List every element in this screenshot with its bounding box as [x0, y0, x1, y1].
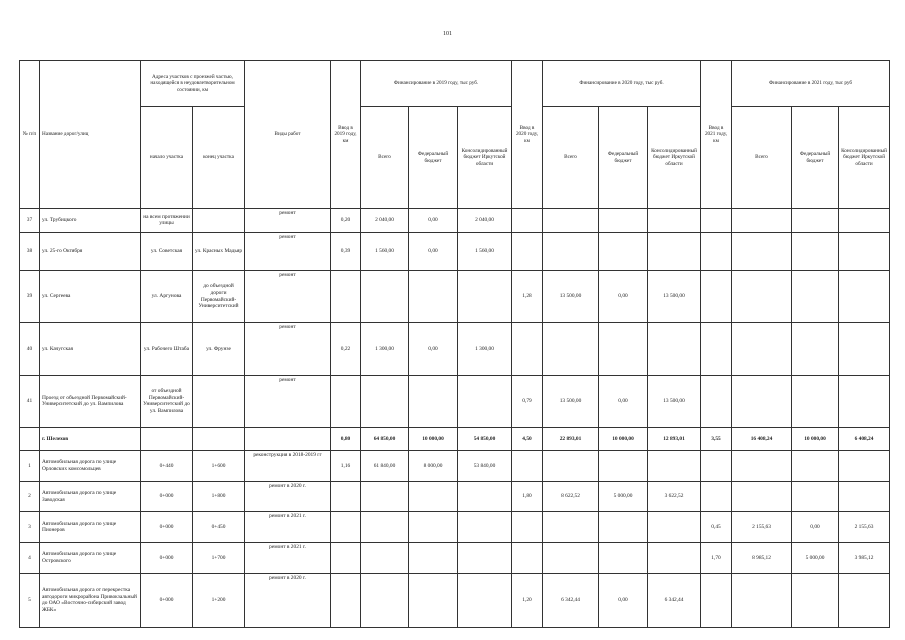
cell-f19 — [409, 375, 458, 427]
cell-in20 — [512, 451, 543, 482]
cell-in21 — [701, 271, 732, 323]
cell-work: ремонт — [245, 271, 331, 323]
cell-r20: 12 893,01 — [648, 427, 701, 450]
header-address-group: Адреса участков с проезжей частью, находящейся в неудовлетворительном состоянии, км — [141, 61, 245, 107]
cell-in19 — [331, 543, 361, 573]
cell-r19 — [458, 271, 512, 323]
cell-t19 — [361, 512, 409, 543]
table-row — [20, 427, 890, 450]
cell-in19 — [331, 482, 361, 512]
cell-t19 — [361, 271, 409, 323]
cell-r19: 53 840,00 — [458, 451, 512, 482]
cell-start: ул. Советская — [141, 232, 193, 270]
cell-f19: 0,00 — [409, 323, 458, 375]
cell-work: ремонт в 2021 г. — [245, 543, 331, 573]
cell-f20: 0,00 — [599, 375, 648, 427]
cell-num — [20, 427, 40, 450]
header-name: Название дорог/улиц — [40, 61, 141, 209]
cell-r20 — [648, 543, 701, 573]
cell-r19: 1 300,00 — [458, 323, 512, 375]
table-row — [20, 482, 890, 512]
cell-in21 — [701, 482, 732, 512]
cell-f20 — [599, 208, 648, 232]
header-total-2020: Всего — [543, 107, 599, 209]
cell-name: Автомобильная дорога по улице Заводская — [40, 482, 141, 512]
cell-f20: 5 000,00 — [599, 482, 648, 512]
cell-r19 — [458, 573, 512, 627]
cell-r20 — [648, 232, 701, 270]
table-row — [20, 543, 890, 573]
cell-end: до объездной дороги Первомайский-Университетский — [193, 271, 245, 323]
header-fin-2019: Финансирование в 2019 году, тыс руб. — [361, 61, 512, 107]
cell-t21: 16 408,24 — [732, 427, 792, 450]
header-input-2021: Ввод в 2021 году, км — [701, 61, 732, 209]
cell-f20: 0,00 — [599, 271, 648, 323]
cell-in20 — [512, 232, 543, 270]
table-row — [20, 208, 890, 232]
table-row — [20, 323, 890, 375]
cell-t19 — [361, 375, 409, 427]
cell-f19 — [409, 271, 458, 323]
cell-f19: 0,00 — [409, 232, 458, 270]
cell-r20: 6 342,44 — [648, 573, 701, 627]
cell-work: ремонт в 2020 г. — [245, 573, 331, 627]
cell-t21 — [732, 208, 792, 232]
cell-start: 0+000 — [141, 482, 193, 512]
cell-start: на всем протяжении улицы — [141, 208, 193, 232]
cell-r19 — [458, 512, 512, 543]
cell-name: г. Шелехов — [40, 427, 141, 450]
cell-in20: 1,20 — [512, 573, 543, 627]
cell-in21 — [701, 451, 732, 482]
cell-end: 0+450 — [193, 512, 245, 543]
cell-in20: 4,50 — [512, 427, 543, 450]
cell-r21 — [839, 375, 890, 427]
cell-f20 — [599, 543, 648, 573]
cell-r21 — [839, 232, 890, 270]
table-row — [20, 451, 890, 482]
cell-r21 — [839, 208, 890, 232]
cell-num: 37 — [20, 208, 40, 232]
cell-t19: 1 560,00 — [361, 232, 409, 270]
cell-t20 — [543, 543, 599, 573]
cell-name: ул. Сергеева — [40, 271, 141, 323]
cell-f20 — [599, 232, 648, 270]
cell-r19: 1 560,00 — [458, 232, 512, 270]
cell-in19: 0,80 — [331, 427, 361, 450]
cell-in21 — [701, 232, 732, 270]
header-federal-2021: Федеральный бюджет — [792, 107, 839, 209]
cell-start: ул. Аргунова — [141, 271, 193, 323]
cell-num: 1 — [20, 451, 40, 482]
cell-r19: 2 040,00 — [458, 208, 512, 232]
header-federal-2019: Федеральный бюджет — [409, 107, 458, 209]
cell-name: ул. Качугская — [40, 323, 141, 375]
cell-t20: 13 500,00 — [543, 375, 599, 427]
cell-in21 — [701, 208, 732, 232]
cell-t19 — [361, 573, 409, 627]
cell-start: от объездной Первомайский-Университетский до ул. Вампилова — [141, 375, 193, 427]
cell-r21 — [839, 482, 890, 512]
cell-in20 — [512, 512, 543, 543]
cell-f21 — [792, 451, 839, 482]
cell-name: ул. Трубицкого — [40, 208, 141, 232]
cell-name: Автомобильная дорога по улице Островского — [40, 543, 141, 573]
table-row — [20, 271, 890, 323]
cell-r20 — [648, 323, 701, 375]
header-end: конец участка — [193, 107, 245, 209]
cell-t21 — [732, 323, 792, 375]
cell-f20 — [599, 512, 648, 543]
cell-end: ул. Красных Мадьяр — [193, 232, 245, 270]
cell-r19 — [458, 375, 512, 427]
cell-in20 — [512, 543, 543, 573]
header-regional-2019: Консолидированный бюджет Иркутской области — [458, 107, 512, 209]
cell-t21: 2 155,63 — [732, 512, 792, 543]
cell-in20 — [512, 208, 543, 232]
cell-r19 — [458, 482, 512, 512]
header-federal-2020: Федеральный бюджет — [599, 107, 648, 209]
cell-t19: 2 040,00 — [361, 208, 409, 232]
cell-end: 1+700 — [193, 543, 245, 573]
cell-end — [193, 375, 245, 427]
header-start: начало участка — [141, 107, 193, 209]
cell-r20 — [648, 451, 701, 482]
cell-t19: 64 850,00 — [361, 427, 409, 450]
cell-in19 — [331, 375, 361, 427]
page-number: 101 — [443, 31, 452, 37]
cell-num: 41 — [20, 375, 40, 427]
cell-in20 — [512, 323, 543, 375]
cell-f21 — [792, 573, 839, 627]
cell-f21 — [792, 482, 839, 512]
cell-name: ул. 25-го Октября — [40, 232, 141, 270]
cell-name: Автомобильная дорога по улице Орловских комсомольцев — [40, 451, 141, 482]
header-input-2020: Ввод в 2020 году, км — [512, 61, 543, 209]
cell-r21: 3 985,12 — [839, 543, 890, 573]
cell-in21 — [701, 375, 732, 427]
cell-f21 — [792, 323, 839, 375]
cell-work: реконструкция в 2018-2019 гг — [245, 451, 331, 482]
cell-f19 — [409, 573, 458, 627]
cell-r20 — [648, 512, 701, 543]
cell-r21 — [839, 271, 890, 323]
cell-f21: 5 000,00 — [792, 543, 839, 573]
cell-end: ул. Фрунзе — [193, 323, 245, 375]
header-total-2019: Всего — [361, 107, 409, 209]
cell-t21 — [732, 271, 792, 323]
cell-end — [193, 427, 245, 450]
cell-f21: 0,00 — [792, 512, 839, 543]
cell-t20 — [543, 451, 599, 482]
cell-r20: 3 622,52 — [648, 482, 701, 512]
cell-end — [193, 208, 245, 232]
cell-t19 — [361, 482, 409, 512]
cell-start: 0+000 — [141, 512, 193, 543]
cell-r21: 2 155,63 — [839, 512, 890, 543]
cell-in19: 0,39 — [331, 232, 361, 270]
cell-r21 — [839, 451, 890, 482]
cell-work: ремонт — [245, 232, 331, 270]
cell-t21: 8 985,12 — [732, 543, 792, 573]
cell-in21: 3,55 — [701, 427, 732, 450]
cell-t20 — [543, 512, 599, 543]
cell-f21: 10 000,00 — [792, 427, 839, 450]
cell-t20 — [543, 232, 599, 270]
header-work: Виды работ — [245, 61, 331, 209]
cell-t21 — [732, 573, 792, 627]
cell-in21 — [701, 573, 732, 627]
cell-in21 — [701, 323, 732, 375]
cell-f21 — [792, 375, 839, 427]
cell-work: ремонт — [245, 323, 331, 375]
cell-work: ремонт в 2021 г. — [245, 512, 331, 543]
cell-t20: 13 500,00 — [543, 271, 599, 323]
header-fin-2021: Финансирование в 2021 году, тыс руб — [732, 61, 890, 107]
cell-in19 — [331, 573, 361, 627]
cell-t21 — [732, 451, 792, 482]
header-input-2019: Ввод в 2019 году, км — [331, 61, 361, 209]
cell-t20 — [543, 323, 599, 375]
table-row — [20, 573, 890, 627]
cell-f19 — [409, 512, 458, 543]
cell-start — [141, 427, 193, 450]
cell-start: 0+440 — [141, 451, 193, 482]
table-body — [20, 208, 890, 627]
cell-r19 — [458, 543, 512, 573]
cell-in20: 1,80 — [512, 482, 543, 512]
table-header — [20, 61, 890, 209]
cell-t19: 61 840,00 — [361, 451, 409, 482]
cell-work: ремонт — [245, 208, 331, 232]
cell-end: 1+800 — [193, 482, 245, 512]
cell-t19: 1 300,00 — [361, 323, 409, 375]
cell-end: 1+600 — [193, 451, 245, 482]
cell-in21: 0,45 — [701, 512, 732, 543]
cell-t21 — [732, 482, 792, 512]
cell-f21 — [792, 208, 839, 232]
cell-f19: 10 000,00 — [409, 427, 458, 450]
cell-f19: 0,00 — [409, 208, 458, 232]
cell-f21 — [792, 232, 839, 270]
cell-in20: 1,28 — [512, 271, 543, 323]
cell-t20 — [543, 208, 599, 232]
cell-r20: 13 500,00 — [648, 271, 701, 323]
cell-f20: 0,00 — [599, 573, 648, 627]
cell-work: ремонт — [245, 375, 331, 427]
cell-t21 — [732, 232, 792, 270]
cell-in20: 0,79 — [512, 375, 543, 427]
cell-work: ремонт в 2020 г. — [245, 482, 331, 512]
cell-in21: 1,70 — [701, 543, 732, 573]
cell-start: ул. Рабочего Штаба — [141, 323, 193, 375]
table-row — [20, 232, 890, 270]
cell-in19 — [331, 512, 361, 543]
header-num: № п/п — [20, 61, 40, 209]
header-regional-2021: Консолидированный бюджет Иркутской области — [839, 107, 890, 209]
cell-num: 3 — [20, 512, 40, 543]
cell-f19: 8 000,00 — [409, 451, 458, 482]
cell-t19 — [361, 543, 409, 573]
cell-num: 4 — [20, 543, 40, 573]
cell-f20 — [599, 323, 648, 375]
header-fin-2020: Финансирование в 2020 году, тыс руб. — [543, 61, 701, 107]
cell-in19: 0,20 — [331, 208, 361, 232]
table-row — [20, 375, 890, 427]
cell-in19: 1,16 — [331, 451, 361, 482]
cell-f19 — [409, 543, 458, 573]
cell-num: 2 — [20, 482, 40, 512]
cell-t20: 22 893,01 — [543, 427, 599, 450]
cell-r20: 13 500,00 — [648, 375, 701, 427]
cell-r20 — [648, 208, 701, 232]
header-total-2021: Всего — [732, 107, 792, 209]
cell-end: 1+200 — [193, 573, 245, 627]
cell-f21 — [792, 271, 839, 323]
cell-f20: 10 000,00 — [599, 427, 648, 450]
cell-r21 — [839, 573, 890, 627]
cell-name: Автомобильная дорога по улице Пионеров — [40, 512, 141, 543]
cell-in19 — [331, 271, 361, 323]
cell-f20 — [599, 451, 648, 482]
cell-r21 — [839, 323, 890, 375]
cell-start: 0+000 — [141, 573, 193, 627]
road-financing-table — [19, 60, 890, 628]
cell-t20: 6 342,44 — [543, 573, 599, 627]
cell-num: 39 — [20, 271, 40, 323]
table-row — [20, 512, 890, 543]
cell-num: 40 — [20, 323, 40, 375]
cell-t20: 8 622,52 — [543, 482, 599, 512]
cell-f19 — [409, 482, 458, 512]
cell-t21 — [732, 375, 792, 427]
cell-name: Автомобильная дорога от перекрестка автодороги микрорайона Привокзальный до ОАО «Восточно-сибирский завод ЖБК» — [40, 573, 141, 627]
cell-start: 0+000 — [141, 543, 193, 573]
cell-name: Проезд от объездной Первомайский-Университетский до ул. Вампилова — [40, 375, 141, 427]
cell-work — [245, 427, 331, 450]
cell-num: 5 — [20, 573, 40, 627]
header-regional-2020: Консолидированный бюджет Иркутской области — [648, 107, 701, 209]
cell-r19: 54 850,00 — [458, 427, 512, 450]
cell-r21: 6 408,24 — [839, 427, 890, 450]
cell-in19: 0,22 — [331, 323, 361, 375]
cell-num: 38 — [20, 232, 40, 270]
